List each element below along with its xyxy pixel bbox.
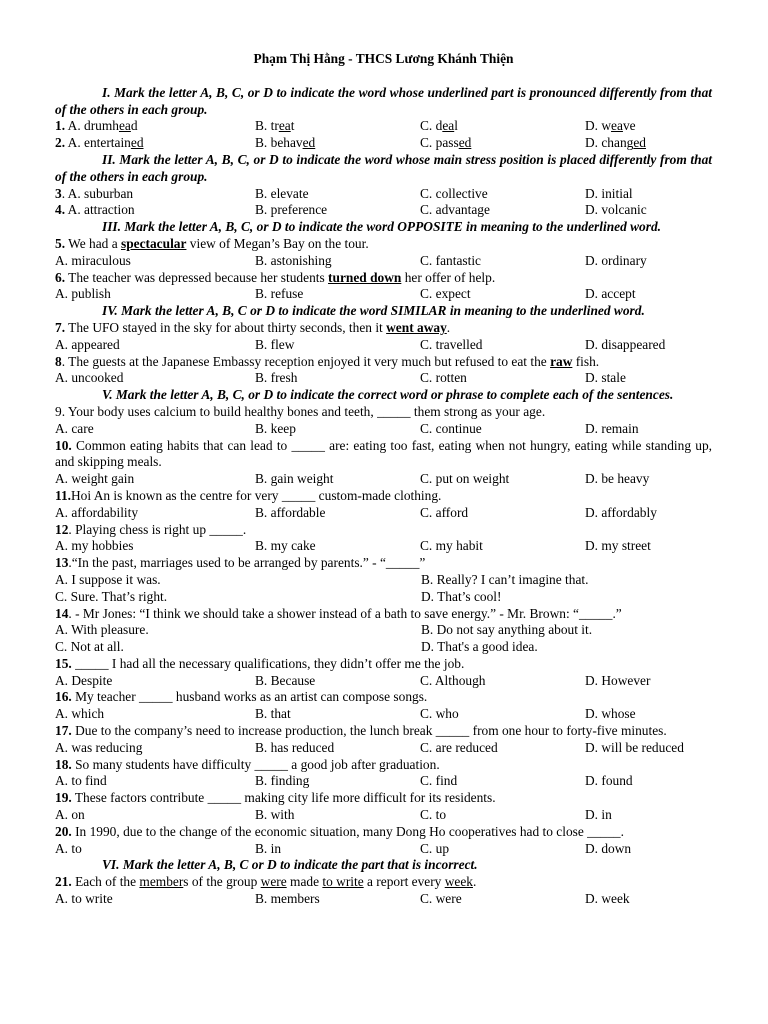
question-5-options	[55, 253, 712, 270]
option-a: 3. A. suburban	[55, 185, 134, 201]
question-20: 20. In 1990, due to the change of the economic situation, many Dong Ho cooperatives had to close _____.	[55, 823, 624, 839]
section-heading-6: VI. Mark the letter A, B, C or D to indicate the part that is incorrect.	[102, 857, 478, 873]
option-a: A. on	[55, 807, 85, 823]
option-a: A. miraculous	[55, 252, 131, 268]
underlined-part: ed	[633, 135, 646, 151]
option-d: D. my street	[585, 538, 651, 554]
option-d: D. week	[585, 891, 630, 907]
question-12: 12. Playing chess is right up _____.	[55, 521, 247, 537]
option-d: D. remain	[585, 420, 639, 436]
question-4	[55, 202, 712, 219]
option-a: 2. A. entertained	[55, 135, 144, 151]
option-c: C. find	[420, 773, 458, 789]
option-a: A. Despite	[55, 672, 113, 688]
option-a: A. which	[55, 706, 105, 722]
question-15: 15. _____ I had all the necessary qualifications, they didn’t offer me the job.	[55, 655, 465, 671]
option-a: A. I suppose it was.	[55, 571, 161, 587]
option-d: D. in	[585, 807, 612, 823]
question-2	[55, 135, 712, 152]
option-c: C. put on weight	[420, 471, 510, 487]
option-c: C. are reduced	[420, 739, 498, 755]
option-b: B. Really? I can’t imagine that.	[421, 571, 589, 587]
question-9-options	[55, 421, 712, 438]
option-d: D. That's a good idea.	[421, 639, 538, 655]
option-d: D. ordinary	[585, 252, 647, 268]
question-number: 4.	[55, 202, 66, 218]
option-d: D. affordably	[585, 504, 657, 520]
underlined-part: member	[139, 874, 184, 890]
option-b: B. astonishing	[255, 252, 332, 268]
question-number: 1.	[55, 118, 66, 134]
question-21-options	[55, 891, 712, 908]
underlined-word: went away	[386, 319, 447, 335]
option-c: C. fantastic	[420, 252, 481, 268]
underlined-word: turned down	[328, 269, 402, 285]
question-19: 19. These factors contribute _____ making city life more difficult for its residents.	[55, 790, 496, 806]
option-d: D. down	[585, 840, 632, 856]
option-b: B. fresh	[255, 370, 298, 386]
question-6-options	[55, 286, 712, 303]
underlined-word: raw	[550, 353, 573, 369]
option-c: C. continue	[420, 420, 482, 436]
option-a: A. publish	[55, 286, 111, 302]
option-b: B. that	[255, 706, 291, 722]
question-20-options	[55, 841, 712, 858]
question-number: 8	[55, 353, 62, 369]
question-1	[55, 118, 712, 135]
question-14-options-row1	[55, 622, 712, 639]
question-10-options	[55, 471, 712, 488]
option-b: B. finding	[255, 773, 310, 789]
option-d: D. volcanic	[585, 202, 647, 218]
option-d: D. be heavy	[585, 471, 650, 487]
option-b: B. Do not say anything about it.	[421, 622, 593, 638]
page-title: Phạm Thị Hằng - THCS Lương Khánh Thiện	[253, 51, 514, 66]
question-7: 7. The UFO stayed in the sky for about thirty seconds, then it went away.	[55, 319, 451, 335]
question-15-options	[55, 673, 712, 690]
option-a: A. was reducing	[55, 739, 143, 755]
option-c: C. deal	[420, 118, 458, 134]
question-8-options	[55, 370, 712, 387]
question-18: 18. So many students have difficulty _____ a good job after graduation.	[55, 756, 440, 772]
option-d: D. found	[585, 773, 633, 789]
option-a: 1. A. drumhead	[55, 118, 138, 134]
option-b: B. behaved	[255, 135, 316, 151]
question-13: 13.“In the past, marriages used to be arranged by parents.” - “_____”	[55, 555, 426, 571]
section-heading-3: III. Mark the letter A, B, C, or D to indicate the word OPPOSITE in meaning to the underlined word.	[102, 219, 662, 235]
question-3	[55, 186, 712, 203]
option-c: C. who	[420, 706, 459, 722]
question-number: 10.	[55, 437, 72, 453]
option-b: B. treat	[255, 118, 295, 134]
option-c: C. passed	[420, 135, 472, 151]
question-number: 20.	[55, 823, 72, 839]
option-b: B. elevate	[255, 185, 309, 201]
question-number: 21.	[55, 874, 72, 890]
question-21: 21. Each of the members of the group were made to write a report every week.	[55, 874, 477, 890]
underlined-part: ea	[278, 118, 291, 134]
option-b: B. refuse	[255, 286, 304, 302]
section-heading-2: II. Mark the letter A, B, C, or D to indicate the word whose main stress position is placed differently from that of the others in each group.	[55, 151, 712, 184]
option-c: C. afford	[420, 504, 469, 520]
underlined-part: ea	[611, 118, 623, 134]
question-11-options	[55, 505, 712, 522]
question-7-options	[55, 337, 712, 354]
question-number: 13	[55, 555, 69, 571]
question-18-options	[55, 773, 712, 790]
question-number: 2.	[55, 135, 66, 151]
question-13-options-row1	[55, 572, 712, 589]
option-c: C. travelled	[420, 336, 483, 352]
option-c: C. Sure. That’s right.	[55, 588, 168, 604]
question-number: 16.	[55, 689, 72, 705]
option-a: A. my hobbies	[55, 538, 134, 554]
option-d: D. changed	[585, 135, 646, 151]
question-number: 5.	[55, 235, 66, 251]
option-b: B. members	[255, 891, 320, 907]
option-a: A. appeared	[55, 336, 120, 352]
section-heading-5: V. Mark the letter A, B, C, or D to indicate the correct word or phrase to complete each of the sentences.	[102, 387, 674, 403]
option-a: A. care	[55, 420, 94, 436]
question-5: 5. We had a spectacular view of Megan’s Bay on the tour.	[55, 235, 369, 251]
option-d: D. initial	[585, 185, 633, 201]
option-b: B. affordable	[255, 504, 326, 520]
option-c: C. were	[420, 891, 462, 907]
question-9: 9. Your body uses calcium to build healthy bones and teeth, _____ them strong as your age.	[55, 403, 546, 419]
option-b: B. flew	[255, 336, 295, 352]
option-c: C. to	[420, 807, 447, 823]
option-c: C. Although	[420, 672, 486, 688]
option-a: A. weight gain	[55, 471, 135, 487]
question-10: 10. Common eating habits that can lead to _____ are: eating too fast, eating when not hungry, eating while standing up, and skipping meals.	[55, 437, 712, 470]
question-number: 6.	[55, 269, 66, 285]
question-number: 7.	[55, 319, 66, 335]
underlined-part: ea	[118, 118, 131, 134]
option-d: D. will be reduced	[585, 739, 684, 755]
underlined-part: were	[260, 874, 287, 890]
question-number: 15.	[55, 655, 72, 671]
option-d: D. stale	[585, 370, 626, 386]
option-d: D. whose	[585, 706, 636, 722]
question-number: 19.	[55, 790, 72, 806]
question-13-options-row2	[55, 589, 712, 606]
question-number: 3	[55, 185, 62, 201]
option-d: D. accept	[585, 286, 636, 302]
question-12-options	[55, 538, 712, 555]
section-heading-1: I. Mark the letter A, B, C, or D to indicate the word whose underlined part is pronounced differently from that of the others in each group.	[55, 84, 712, 117]
question-number: 18.	[55, 756, 72, 772]
underlined-word: spectacular	[120, 235, 187, 251]
question-11: 11.Hoi An is known as the centre for very _____ custom-made clothing.	[55, 487, 442, 503]
option-b: B. Because	[255, 672, 316, 688]
option-b: B. with	[255, 807, 295, 823]
underlined-part: week	[444, 874, 473, 890]
question-number: 11.	[55, 487, 71, 503]
underlined-part: ed	[302, 135, 316, 151]
question-16-options	[55, 706, 712, 723]
option-c: C. rotten	[420, 370, 467, 386]
option-a: A. to write	[55, 891, 113, 907]
option-a: 4. A. attraction	[55, 202, 135, 218]
option-c: C. my habit	[420, 538, 483, 554]
underlined-part: to write	[322, 874, 364, 890]
option-a: A. to find	[55, 773, 107, 789]
question-number: 17.	[55, 723, 72, 739]
question-16: 16. My teacher _____ husband works as an artist can compose songs.	[55, 689, 428, 705]
question-8: 8. The guests at the Japanese Embassy reception enjoyed it very much but refused to eat the raw fish.	[55, 353, 600, 369]
option-d: D. That’s cool!	[421, 588, 502, 604]
underlined-part: ed	[130, 135, 144, 151]
option-d: D. weave	[585, 118, 636, 134]
option-c: C. expect	[420, 286, 471, 302]
option-c: C. up	[420, 840, 450, 856]
option-a: A. With pleasure.	[55, 622, 149, 638]
option-b: B. preference	[255, 202, 328, 218]
question-14-options-row2	[55, 639, 712, 656]
question-17-options	[55, 740, 712, 757]
question-number: 14	[55, 605, 69, 621]
question-17: 17. Due to the company’s need to increase production, the lunch break _____ from one hour to forty-five minutes.	[55, 723, 667, 739]
underlined-part: ea	[442, 118, 455, 134]
option-b: B. has reduced	[255, 739, 335, 755]
option-c: C. Not at all.	[55, 639, 124, 655]
option-b: B. in	[255, 840, 282, 856]
question-19-options	[55, 807, 712, 824]
option-c: C. advantage	[420, 202, 490, 218]
section-heading-4: IV. Mark the letter A, B, C or D to indicate the word SIMILAR in meaning to the underlined word.	[102, 303, 645, 319]
option-d: D. However	[585, 672, 651, 688]
underlined-part: ed	[458, 135, 472, 151]
question-number: 12	[55, 521, 69, 537]
option-a: A. affordability	[55, 504, 139, 520]
option-b: B. keep	[255, 420, 296, 436]
option-b: B. gain weight	[255, 471, 334, 487]
option-a: A. uncooked	[55, 370, 124, 386]
option-b: B. my cake	[255, 538, 316, 554]
option-d: D. disappeared	[585, 336, 666, 352]
option-c: C. collective	[420, 185, 488, 201]
question-14: 14. - Mr Jones: “I think we should take a shower instead of a bath to save energy.” - Mr. Brown: “_____.”	[55, 605, 622, 621]
option-a: A. to	[55, 840, 82, 856]
question-6: 6. The teacher was depressed because her students turned down her offer of help.	[55, 269, 496, 285]
